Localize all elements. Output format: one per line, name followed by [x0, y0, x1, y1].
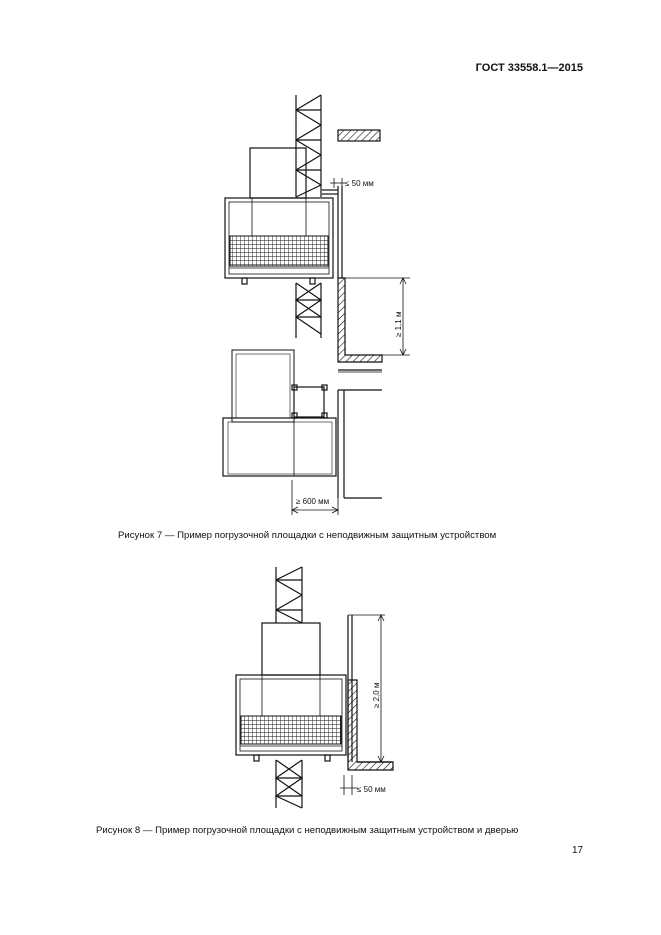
- figure-8-drawing: [236, 567, 393, 808]
- standard-header: ГОСТ 33558.1—2015: [475, 62, 583, 74]
- mast-lower-8: [276, 760, 302, 808]
- fig8-gap-dim: ≤ 50 мм: [357, 785, 386, 794]
- figure-8-caption: Рисунок 8 — Пример погрузочной площадки с неподвижным защитным устройством и дверью: [96, 825, 519, 836]
- mast-lower: [296, 283, 321, 338]
- page-number: 17: [572, 845, 584, 856]
- figure-7-caption: Рисунок 7 — Пример погрузочной площадки с неподвижным защитным устройством: [118, 530, 497, 541]
- mast-upper: [296, 95, 321, 197]
- mast-upper-8: [276, 567, 302, 623]
- fig7-distance-dim: ≥ 600 мм: [296, 497, 330, 506]
- fig7-gap-dim: ≤ 50 мм: [345, 179, 374, 188]
- fig7-height-dim: ≥ 1,1 м: [394, 311, 403, 337]
- fig8-height-dim: ≥ 2,0 м: [372, 682, 381, 708]
- figure-7-drawing: [223, 95, 410, 515]
